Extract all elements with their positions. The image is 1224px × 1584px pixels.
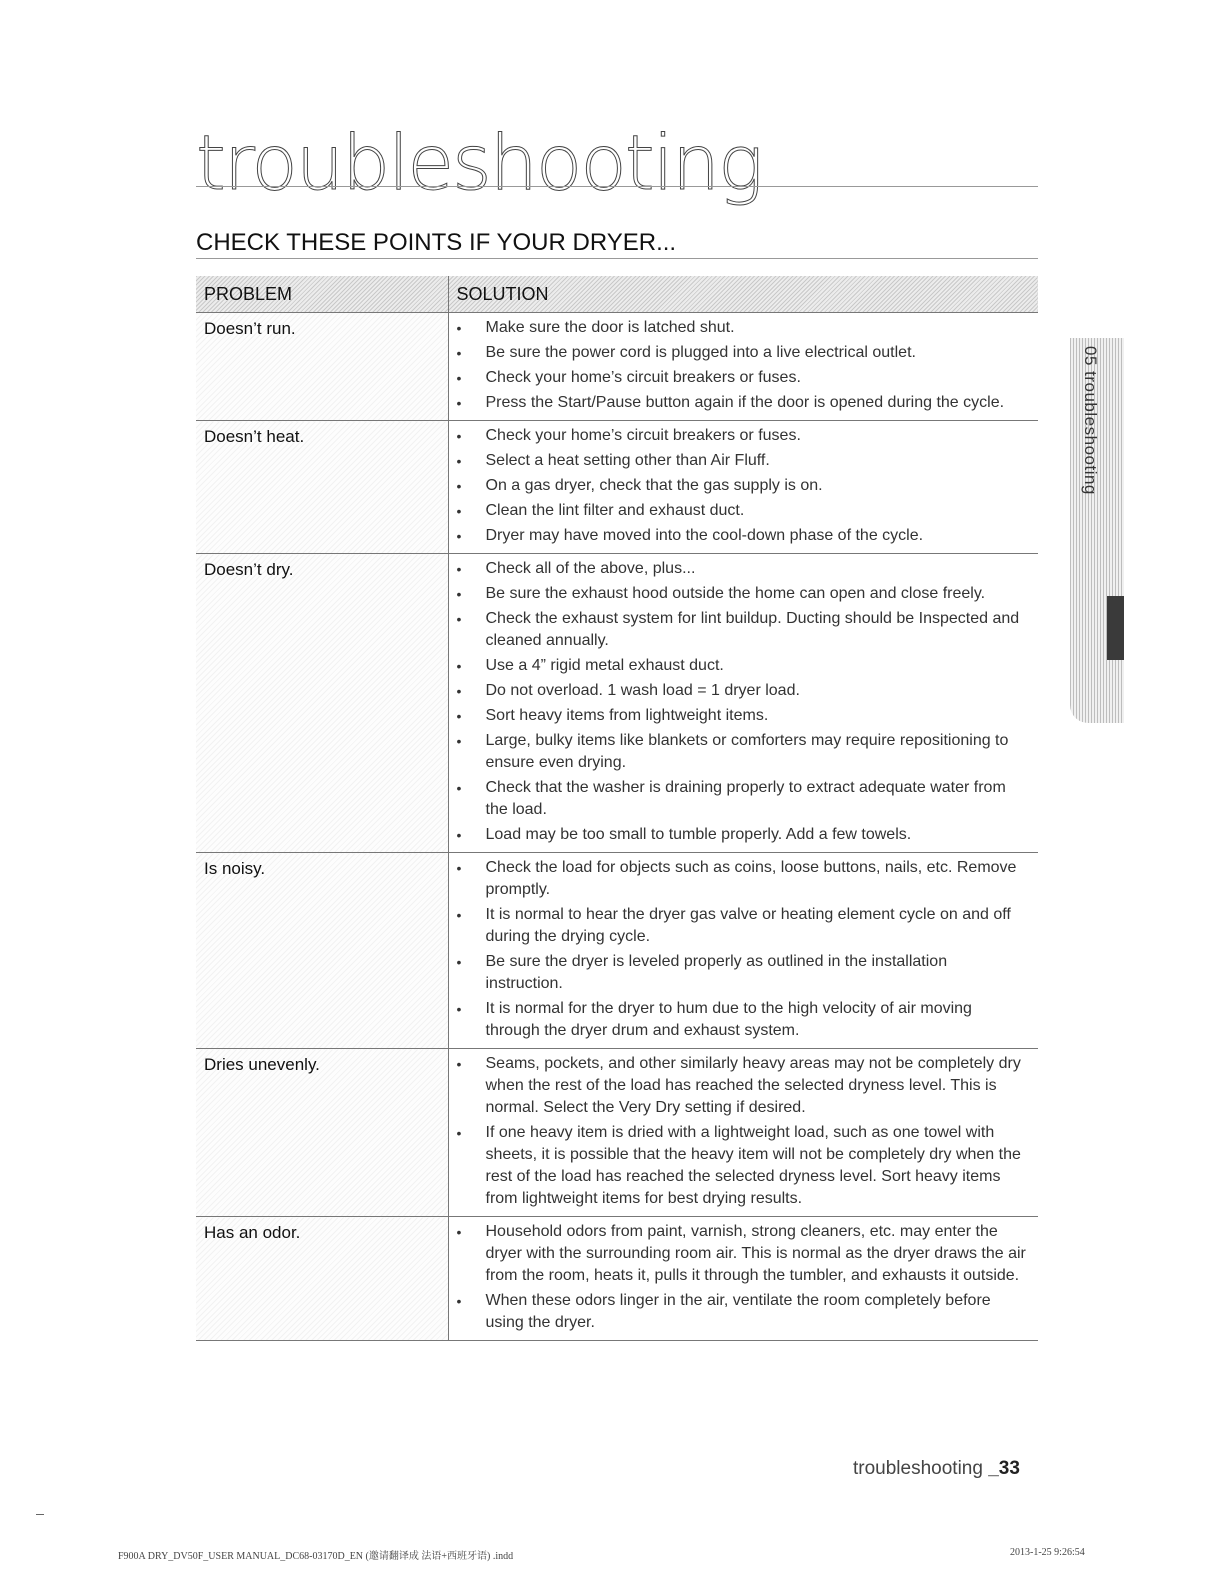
solution-cell: [448, 421, 1038, 554]
solution-item: • Seams, pockets, and other similarly heavy areas may not be completely dry when the rest of the load has reached the selected dryness level. This is normal. Select the Very Dry setting if desired.: [457, 1053, 1029, 1119]
solution-item: • Be sure the power cord is plugged into a live electrical outlet.: [457, 342, 1029, 364]
section-heading: CHECK THESE POINTS IF YOUR DRYER...: [196, 229, 677, 256]
troubleshooting-table: [196, 276, 1038, 1341]
column-header-solution: SOLUTION: [448, 276, 1038, 313]
problem-cell: Has an odor.: [196, 1217, 448, 1341]
solution-item: • Make sure the door is latched shut.: [457, 317, 1029, 339]
problem-cell: Doesn’t dry.: [196, 554, 448, 853]
solution-list: [457, 1221, 1029, 1334]
solution-cell: [448, 313, 1038, 421]
solution-item: • Load may be too small to tumble properly. Add a few towels.: [457, 824, 1029, 846]
solution-item: • Clean the lint filter and exhaust duct.: [457, 500, 1029, 522]
table-header-row: [196, 276, 1038, 313]
solution-item: • It is normal to hear the dryer gas valve or heating element cycle on and off during the drying cycle.: [457, 904, 1029, 948]
solution-item: • Check your home’s circuit breakers or fuses.: [457, 425, 1029, 447]
print-file-info: F900A DRY_DV50F_USER MANUAL_DC68-03170D_EN (邀请翻译成 法语+西班牙语) .indd: [118, 1551, 514, 1562]
table-row: [196, 554, 1038, 853]
solution-list: [457, 1053, 1029, 1210]
print-timestamp: 2013-1-25 9:26:54: [1010, 1547, 1085, 1558]
solution-item: • Use a 4” rigid metal exhaust duct.: [457, 655, 1029, 677]
page-title: troubleshooting: [196, 118, 762, 207]
column-header-problem: PROBLEM: [196, 276, 448, 313]
problem-cell: Dries unevenly.: [196, 1049, 448, 1217]
solution-item: • Press the Start/Pause button again if the door is opened during the cycle.: [457, 392, 1029, 414]
table-row: [196, 421, 1038, 554]
solution-item: • Check all of the above, plus...: [457, 558, 1029, 580]
chapter-side-tab-label: 05 troubleshooting: [1081, 346, 1100, 495]
solution-item: • If one heavy item is dried with a lightweight load, such as one towel with sheets, it is possible that the heavy item will not be completely dry when the rest of the load has reached the selected dryness level. Sort heavy items from lightweight items for best drying results.: [457, 1122, 1029, 1210]
solution-list: [457, 558, 1029, 846]
footer-section-name: troubleshooting: [853, 1458, 983, 1479]
solution-item: • Check the exhaust system for lint buildup. Ducting should be Inspected and cleaned annually.: [457, 608, 1029, 652]
solution-item: • Be sure the exhaust hood outside the home can open and close freely.: [457, 583, 1029, 605]
solution-item: • Dryer may have moved into the cool-down phase of the cycle.: [457, 525, 1029, 547]
solution-list: [457, 317, 1029, 414]
solution-cell: [448, 1217, 1038, 1341]
solution-list: [457, 425, 1029, 547]
solution-item: • On a gas dryer, check that the gas supply is on.: [457, 475, 1029, 497]
solution-cell: [448, 853, 1038, 1049]
solution-item: • It is normal for the dryer to hum due to the high velocity of air moving through the dryer drum and exhaust system.: [457, 998, 1029, 1042]
crop-mark: [36, 1514, 44, 1515]
table-row: [196, 853, 1038, 1049]
section-rule: [196, 258, 1038, 259]
solution-list: [457, 857, 1029, 1042]
table-row: [196, 1217, 1038, 1341]
solution-cell: [448, 554, 1038, 853]
solution-item: • Select a heat setting other than Air Fluff.: [457, 450, 1029, 472]
page-number: _33: [988, 1458, 1020, 1479]
problem-cell: Doesn’t run.: [196, 313, 448, 421]
solution-item: • Sort heavy items from lightweight items.: [457, 705, 1029, 727]
solution-cell: [448, 1049, 1038, 1217]
solution-item: • Large, bulky items like blankets or comforters may require repositioning to ensure even drying.: [457, 730, 1029, 774]
solution-item: • When these odors linger in the air, ventilate the room completely before using the dryer.: [457, 1290, 1029, 1334]
solution-item: • Do not overload. 1 wash load = 1 dryer load.: [457, 680, 1029, 702]
solution-item: • Check your home’s circuit breakers or fuses.: [457, 367, 1029, 389]
table-row: [196, 313, 1038, 421]
problem-cell: Doesn’t heat.: [196, 421, 448, 554]
solution-item: • Household odors from paint, varnish, strong cleaners, etc. may enter the dryer with the surrounding room air. This is normal as the dryer draws the air from the room, heats it, pulls it through the tumbler, and exhausts it outside.: [457, 1221, 1029, 1287]
solution-item: • Check the load for objects such as coins, loose buttons, nails, etc. Remove promptly.: [457, 857, 1029, 901]
footer-section-label: [853, 1458, 1020, 1480]
solution-item: • Be sure the dryer is leveled properly as outlined in the installation instruction.: [457, 951, 1029, 995]
chapter-position-marker: [1107, 596, 1124, 660]
problem-cell: Is noisy.: [196, 853, 448, 1049]
solution-item: • Check that the washer is draining properly to extract adequate water from the load.: [457, 777, 1029, 821]
title-rule: [196, 186, 1038, 187]
table-row: [196, 1049, 1038, 1217]
